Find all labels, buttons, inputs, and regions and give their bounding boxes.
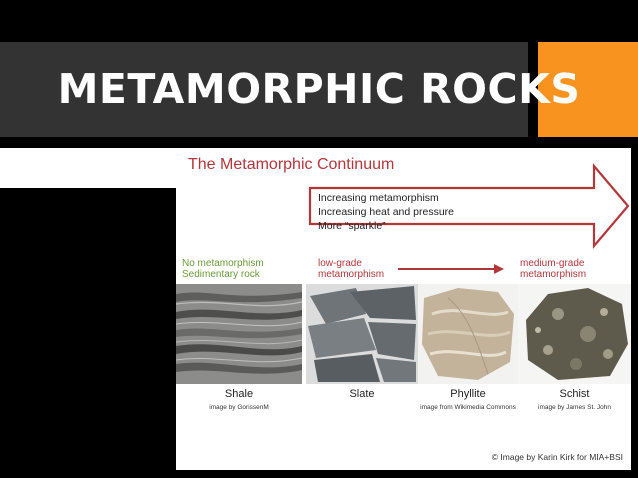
slate-photo [306, 284, 418, 384]
phyllite-name: Phyllite [450, 388, 486, 400]
shale-photo [176, 284, 302, 384]
arrow-text-1: Increasing metamorphism [318, 192, 439, 204]
shale-name: Shale [224, 388, 254, 400]
white-strip [0, 148, 176, 188]
image-copyright: © Image by Karin Kirk for MIA+BSI [491, 452, 623, 462]
shale-credit: image by GorissenM [209, 404, 269, 411]
low-grade-label: low-grade [318, 258, 362, 269]
small-arrow-head [494, 264, 504, 274]
arrow-text-3: More “sparkle” [318, 220, 386, 232]
figure-title: The Metamorphic Continuum [188, 156, 395, 173]
no-metamorphism-label: No metamorphism [182, 258, 264, 269]
schist-photo [518, 284, 631, 384]
medium-grade-label: medium-grade [520, 258, 585, 269]
phyllite-photo [418, 284, 518, 384]
schist-credit: image by James St. John [538, 404, 611, 411]
continuum-figure [176, 148, 631, 470]
medium-grade-metamorphism-label: metamorphism [520, 269, 587, 280]
arrow-text-2: Increasing heat and pressure [318, 206, 455, 218]
schist-name: Schist [559, 388, 590, 400]
sedimentary-rock-label: Sedimentary rock [182, 269, 260, 280]
phyllite-credit: image from Wikimedia Commons [420, 404, 516, 411]
low-grade-metamorphism-label: metamorphism [318, 269, 385, 280]
slide-title: METAMORPHIC ROCKS [57, 65, 581, 113]
slate-name: Slate [349, 388, 375, 400]
